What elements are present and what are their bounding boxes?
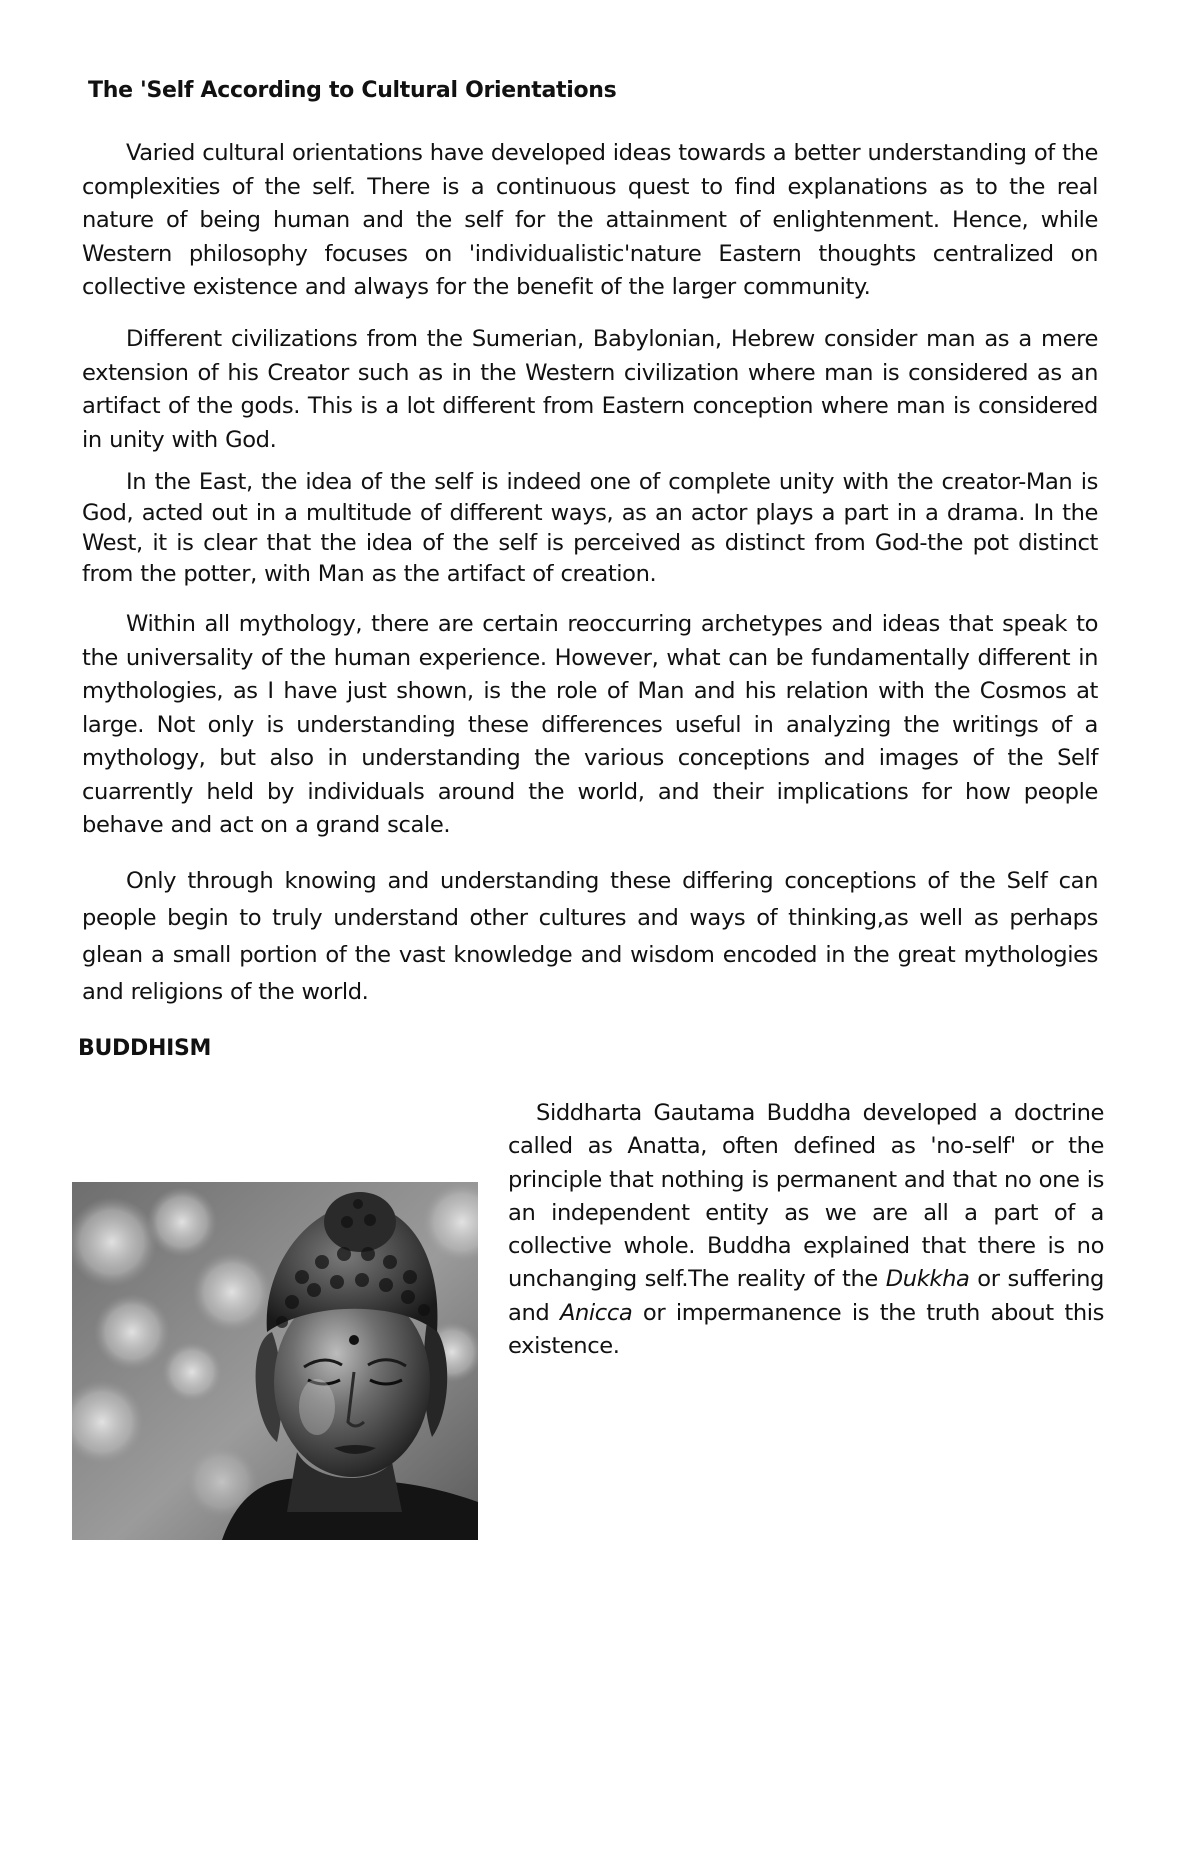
buddha-statue-image xyxy=(72,1182,478,1540)
paragraph-civilizations: Different civilizations from the Sumerian, Babylonian, Hebrew consider man as a mere extension of his Creator such as in the Western civilization where man is considered as an artifact of the gods. This is a lot different from Eastern conception where man is considered in unity with God. xyxy=(82,326,1098,453)
paragraph-mythology: Within all mythology, there are certain reoccurring archetypes and ideas that speak to the universality of the human experience. However, what can be fundamentally different in mythologies, as I have just shown, is the role of Man and his relation with the Cosmos at large. Not only is understanding these differences useful in analyzing the writings of a mythology, but also in understanding the various conceptions and images of the Self cuarrently held by individuals around the world, and their implications for how people behave and act on a grand scale. xyxy=(82,611,1098,838)
buddhism-text-part-2: or suffering and xyxy=(508,1266,1104,1326)
buddhism-text-part-1: Siddharta Gautama Buddha developed a doctrine called as Anatta, often defined as 'no-self' or the principle that nothing is permanent and that no one is an independent entity as we are all a part of a collective whole. Buddha explained that there is no unchanging self.The reality of the xyxy=(508,1100,1104,1293)
document-title: The 'Self According to Cultural Orientations xyxy=(88,78,617,103)
section-heading-buddhism: BUDDHISM xyxy=(78,1036,212,1061)
paragraph-east-west: In the East, the idea of the self is indeed one of complete unity with the creator-Man is God, acted out in a multitude of different ways, as an actor plays a part in a drama. In the West, it is clear that the idea of the self is perceived as distinct from God-the pot distinct from the potter, with Man as the artifact of creation. xyxy=(82,469,1098,587)
buddhism-paragraph xyxy=(508,1097,1104,1363)
paragraph-cultural-orientations: Varied cultural orientations have developed ideas towards a better understanding of the complexities of the self. There is a continuous quest to find explanations as to the real nature of being human and the self for the attainment of enlightenment. Hence, while Western philosophy focuses on 'individualistic'nature Eastern thoughts centralized on collective existence and always for the benefit of the larger community. xyxy=(82,140,1098,300)
paragraph-conceptions-of-self: Only through knowing and understanding these differing conceptions of the Self can people begin to truly understand other cultures and ways of thinking,as well as perhaps glean a small portion of the vast knowledge and wisdom encoded in the great mythologies and religions of the world. xyxy=(82,868,1098,1005)
term-dukkha: Dukkha xyxy=(885,1266,970,1293)
term-anicca: Anicca xyxy=(559,1299,633,1326)
buddhism-text-part-3: or impermanence is the truth about this existence. xyxy=(508,1299,1104,1360)
